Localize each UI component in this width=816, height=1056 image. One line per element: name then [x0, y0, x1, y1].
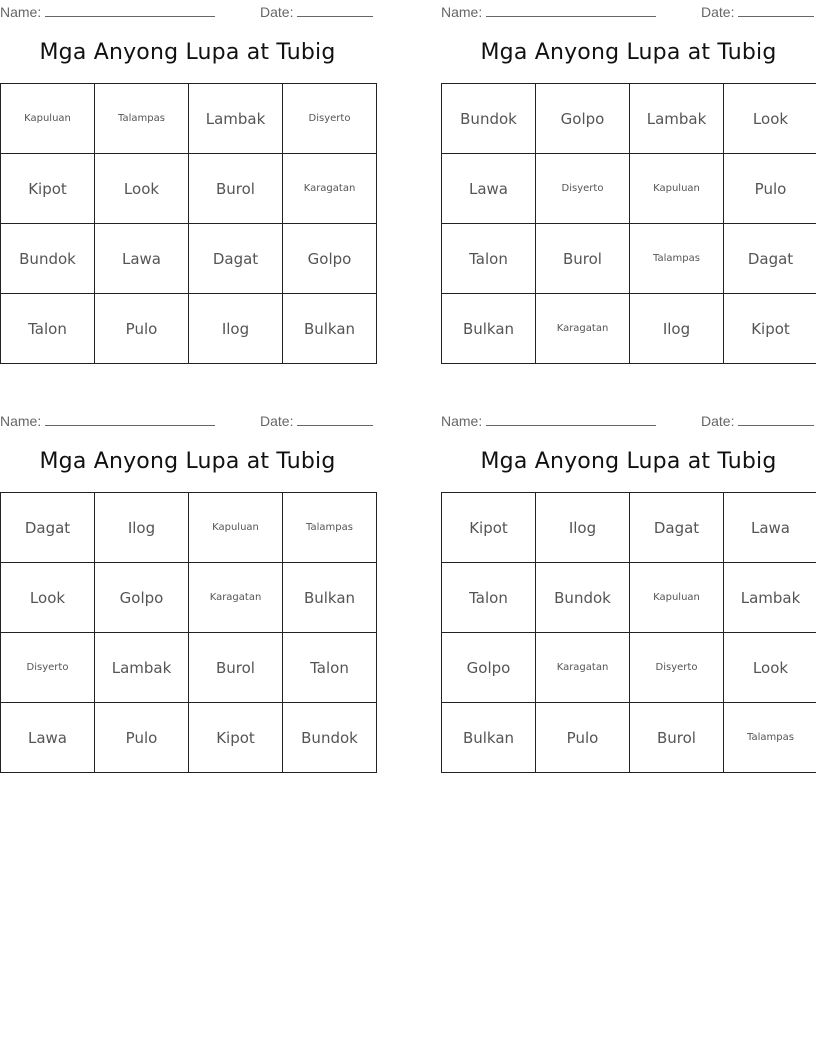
- grid-cell: Bundok: [442, 84, 536, 154]
- grid-cell: Bulkan: [442, 703, 536, 773]
- grid-row: [1, 703, 377, 773]
- grid-cell: Ilog: [95, 493, 189, 563]
- grid-row: [1, 154, 377, 224]
- grid-cell: Kipot: [442, 493, 536, 563]
- grid-cell: Kipot: [189, 703, 283, 773]
- date-blank-line: [297, 412, 373, 426]
- bingo-card-3: [0, 409, 376, 789]
- grid-cell: Talon: [1, 294, 95, 364]
- grid-cell: Bulkan: [283, 294, 377, 364]
- bingo-grid: [441, 492, 816, 773]
- name-label: Name:: [441, 413, 483, 429]
- date-label: Date:: [260, 4, 294, 20]
- grid-cell: Karagatan: [283, 154, 377, 224]
- bingo-grid: [441, 83, 816, 364]
- grid-cell: Karagatan: [536, 294, 630, 364]
- bingo-card-1: [0, 0, 376, 380]
- date-field: [260, 3, 373, 20]
- grid-cell: Kapuluan: [630, 563, 724, 633]
- grid-cell: Bundok: [1, 224, 95, 294]
- grid-cell: Bundok: [283, 703, 377, 773]
- grid-cell: Ilog: [189, 294, 283, 364]
- name-field: [441, 3, 656, 20]
- grid-row: [442, 84, 816, 154]
- date-field: [701, 3, 814, 20]
- grid-cell: Ilog: [536, 493, 630, 563]
- grid-cell: Lawa: [1, 703, 95, 773]
- date-blank-line: [738, 3, 814, 17]
- card-title: Mga Anyong Lupa at Tubig: [480, 40, 777, 65]
- name-blank-line: [45, 412, 215, 426]
- grid-cell: Kapuluan: [630, 154, 724, 224]
- grid-cell: Ilog: [630, 294, 724, 364]
- grid-cell: Lawa: [724, 493, 816, 563]
- grid-cell: Golpo: [283, 224, 377, 294]
- grid-row: [442, 563, 816, 633]
- grid-cell: Pulo: [724, 154, 816, 224]
- grid-row: [1, 294, 377, 364]
- bingo-card-4: [441, 409, 816, 789]
- name-field: [0, 412, 215, 429]
- grid-cell: Disyerto: [1, 633, 95, 703]
- grid-cell: Lawa: [95, 224, 189, 294]
- grid-row: [1, 224, 377, 294]
- name-label: Name:: [0, 4, 42, 20]
- grid-row: [442, 224, 816, 294]
- grid-cell: Talampas: [724, 703, 816, 773]
- grid-row: [1, 493, 377, 563]
- grid-cell: Lambak: [189, 84, 283, 154]
- date-field: [701, 412, 814, 429]
- name-blank-line: [45, 3, 215, 17]
- grid-cell: Talampas: [283, 493, 377, 563]
- date-field: [260, 412, 373, 429]
- grid-cell: Look: [1, 563, 95, 633]
- name-label: Name:: [0, 413, 42, 429]
- grid-cell: Burol: [189, 633, 283, 703]
- date-blank-line: [297, 3, 373, 17]
- grid-cell: Lambak: [724, 563, 816, 633]
- bingo-grid: [0, 83, 377, 364]
- grid-cell: Burol: [189, 154, 283, 224]
- card-title: Mga Anyong Lupa at Tubig: [480, 449, 777, 474]
- card-title: Mga Anyong Lupa at Tubig: [39, 449, 336, 474]
- grid-row: [442, 154, 816, 224]
- grid-cell: Dagat: [630, 493, 724, 563]
- grid-cell: Karagatan: [536, 633, 630, 703]
- date-blank-line: [738, 412, 814, 426]
- grid-cell: Golpo: [95, 563, 189, 633]
- grid-cell: Look: [724, 84, 816, 154]
- grid-cell: Burol: [536, 224, 630, 294]
- date-label: Date:: [260, 413, 294, 429]
- grid-row: [1, 84, 377, 154]
- grid-cell: Lawa: [442, 154, 536, 224]
- bingo-grid: [0, 492, 377, 773]
- grid-cell: Bulkan: [283, 563, 377, 633]
- grid-cell: Disyerto: [283, 84, 377, 154]
- grid-cell: Disyerto: [630, 633, 724, 703]
- grid-cell: Golpo: [536, 84, 630, 154]
- date-label: Date:: [701, 413, 735, 429]
- grid-cell: Look: [724, 633, 816, 703]
- grid-cell: Dagat: [189, 224, 283, 294]
- grid-cell: Lambak: [95, 633, 189, 703]
- grid-row: [1, 633, 377, 703]
- grid-cell: Talampas: [95, 84, 189, 154]
- grid-cell: Lambak: [630, 84, 724, 154]
- grid-row: [442, 294, 816, 364]
- grid-cell: Talon: [442, 563, 536, 633]
- name-field: [0, 3, 215, 20]
- grid-cell: Talon: [442, 224, 536, 294]
- name-blank-line: [486, 412, 656, 426]
- grid-cell: Kipot: [1, 154, 95, 224]
- grid-cell: Bundok: [536, 563, 630, 633]
- grid-cell: Burol: [630, 703, 724, 773]
- grid-cell: Bulkan: [442, 294, 536, 364]
- grid-row: [1, 563, 377, 633]
- bingo-card-2: [441, 0, 816, 380]
- grid-cell: Look: [95, 154, 189, 224]
- grid-cell: Pulo: [95, 703, 189, 773]
- grid-cell: Kipot: [724, 294, 816, 364]
- grid-cell: Pulo: [536, 703, 630, 773]
- grid-cell: Pulo: [95, 294, 189, 364]
- name-label: Name:: [441, 4, 483, 20]
- grid-row: [442, 493, 816, 563]
- card-title: Mga Anyong Lupa at Tubig: [39, 40, 336, 65]
- grid-row: [442, 703, 816, 773]
- grid-cell: Kapuluan: [1, 84, 95, 154]
- grid-cell: Disyerto: [536, 154, 630, 224]
- grid-cell: Kapuluan: [189, 493, 283, 563]
- grid-cell: Golpo: [442, 633, 536, 703]
- grid-row: [442, 633, 816, 703]
- grid-cell: Dagat: [724, 224, 816, 294]
- grid-cell: Karagatan: [189, 563, 283, 633]
- name-blank-line: [486, 3, 656, 17]
- name-field: [441, 412, 656, 429]
- grid-cell: Dagat: [1, 493, 95, 563]
- grid-cell: Talampas: [630, 224, 724, 294]
- date-label: Date:: [701, 4, 735, 20]
- grid-cell: Talon: [283, 633, 377, 703]
